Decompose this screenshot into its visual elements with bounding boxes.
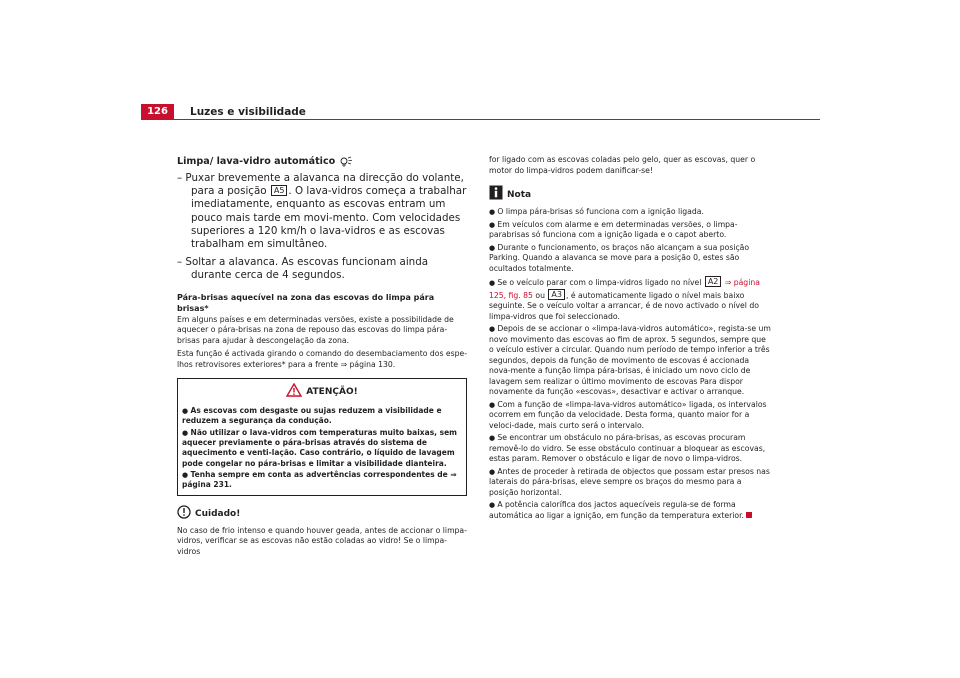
caution-heading: Cuidado! bbox=[177, 505, 467, 524]
warning-item: ● Tenha sempre em conta as advertências correspondentes de ⇒ página 231. bbox=[182, 469, 457, 490]
section-title: Luzes e visibilidade bbox=[190, 106, 306, 118]
note-item: ● Antes de proceder à retirada de objectos que possam estar presos nas laterais do pára-brisas, eleve sempre os braços do mesmo para a posição horizontal. bbox=[489, 466, 770, 497]
nota-heading: Nota bbox=[489, 185, 771, 205]
header-rule bbox=[141, 119, 820, 120]
note-item: ● O limpa pára-brisas só funciona com a ignição ligada. bbox=[489, 207, 704, 216]
warning-item: ● As escovas com desgaste ou sujas reduzem a visibilidade e reduzem a segurança da condução. bbox=[182, 406, 442, 426]
step-2: – Soltar a alavanca. As escovas funcionam ainda durante cerca de 4 segundos. bbox=[177, 256, 429, 282]
left-column bbox=[177, 155, 467, 560]
note-item: ● Se encontrar um obstáculo no pára-brisas, as escovas procuram removê-lo do vidro. Se esse obstáculo continuar a bloquear as escovas, estas param. Remover o obstáculo e ligar de novo o limpa-vidros. bbox=[489, 433, 766, 463]
note-item: ● Em veículos com alarme e em determinadas versões, o limpa-parabrisas só funciona com a ignição ligada e o capot aberto. bbox=[489, 219, 738, 239]
tip-icon bbox=[339, 156, 353, 168]
ref-a3: A3 bbox=[548, 289, 565, 300]
note-item: ● Durante o funcionamento, os braços não alcançam a sua posição Parking. Quando a alavanca se move para a posição 0, estes são ocultados totalmente. bbox=[489, 242, 750, 273]
note-item: ● Com a função de «limpa-lava-vidros automático» ligada, os intervalos ocorrem em função da velocidade. Desta forma, quanto maior for a veloci-dade, mais curto será o intervalo. bbox=[489, 399, 767, 430]
warning-box bbox=[177, 378, 467, 495]
warning-item: ● Não utilizar o lava-vidros com temperaturas muito baixas, sem aquecer previamente o pára-brisas através do sistema de aquecimento e venti-lação. Caso contrário, o líquido de lavagem pode congelar no pára-brisas e limitar a visibilidade dianteira. bbox=[182, 427, 457, 468]
ref-a5: A5 bbox=[271, 185, 288, 196]
page-link[interactable]: ⇒ página 125, fig. 85 bbox=[489, 278, 760, 300]
page-number: 126 bbox=[141, 104, 174, 120]
paragraph-1: Em alguns países e em determinadas versões, existe a possibilidade de aquecer o pára-brisas na zona de repouso das escovas do limpa pára-brisas para ajudar à descongelação da zona. bbox=[177, 314, 454, 345]
heading: Limpa/ lava-vidro automático bbox=[177, 155, 467, 168]
note-item: ● Depois de se accionar o «limpa-lava-vidros automático», regista-se um novo movimento das escovas ao fim de aprox. 5 segundos, sempre que o veículo estiver a circular. Quando num período de tempo inferior a três segundos, depois da função de movimento de escovas é accionada nova-mente a função limpa pára-brisas, é iniciado um novo ciclo de lavagem sem realizar o último movimento de escovas Para dispor novamente da função «escovas», desactivar e activar o arranque. bbox=[489, 324, 771, 396]
sub-heading: Pára-brisas aquecível na zona das escovas do limpa pára brisas* bbox=[177, 292, 435, 313]
warning-icon bbox=[286, 383, 302, 402]
ref-a2: A2 bbox=[705, 276, 722, 287]
step-1: – Puxar brevemente a alavanca na direcção do volante, para a posição A5 . O lava-vidros começa a trabalhar imediatamente, enquanto as escovas entram um pouco mais tarde em movi-mento. Com velocidades superiores a 120 km/h o lava-vidros e as escovas trabalham em simultâneo. bbox=[177, 172, 467, 251]
caution-continued: for ligado com as escovas coladas pelo gelo, quer as escovas, quer o motor do limpa-vidros podem danificar-se! bbox=[489, 155, 756, 175]
caution-text: No caso de frio intenso e quando houver geada, antes de accionar o limpa-vidros, verificar se as escovas não estão coladas ao vidro! Se o limpa-vidros bbox=[177, 525, 467, 556]
warning-title: ATENÇÃO! bbox=[306, 387, 358, 398]
paragraph-2: Esta função é activada girando o comando do desembaciamento dos espe-lhos retrovisores exteriores* para a frente ⇒ página 130. bbox=[177, 349, 468, 369]
end-mark bbox=[746, 512, 752, 518]
note-item: ● A potência calorífica dos jactos aquecíveis regula-se de forma automática ao ligar a ignição, em função da temperatura exterior. bbox=[489, 500, 771, 521]
note-item: ● Se o veículo parar com o limpa-vidros ligado no nível A2 ⇒ página 125, fig. 85 ou A3 , é automaticamente ligado o nível mais baixo seguinte. Se o veículo voltar a arrancar, é de novo activado o nível do limpa-vidros que foi seleccionado. bbox=[489, 277, 760, 321]
caution-icon bbox=[177, 505, 191, 524]
info-icon bbox=[489, 185, 503, 205]
right-column bbox=[489, 155, 771, 523]
